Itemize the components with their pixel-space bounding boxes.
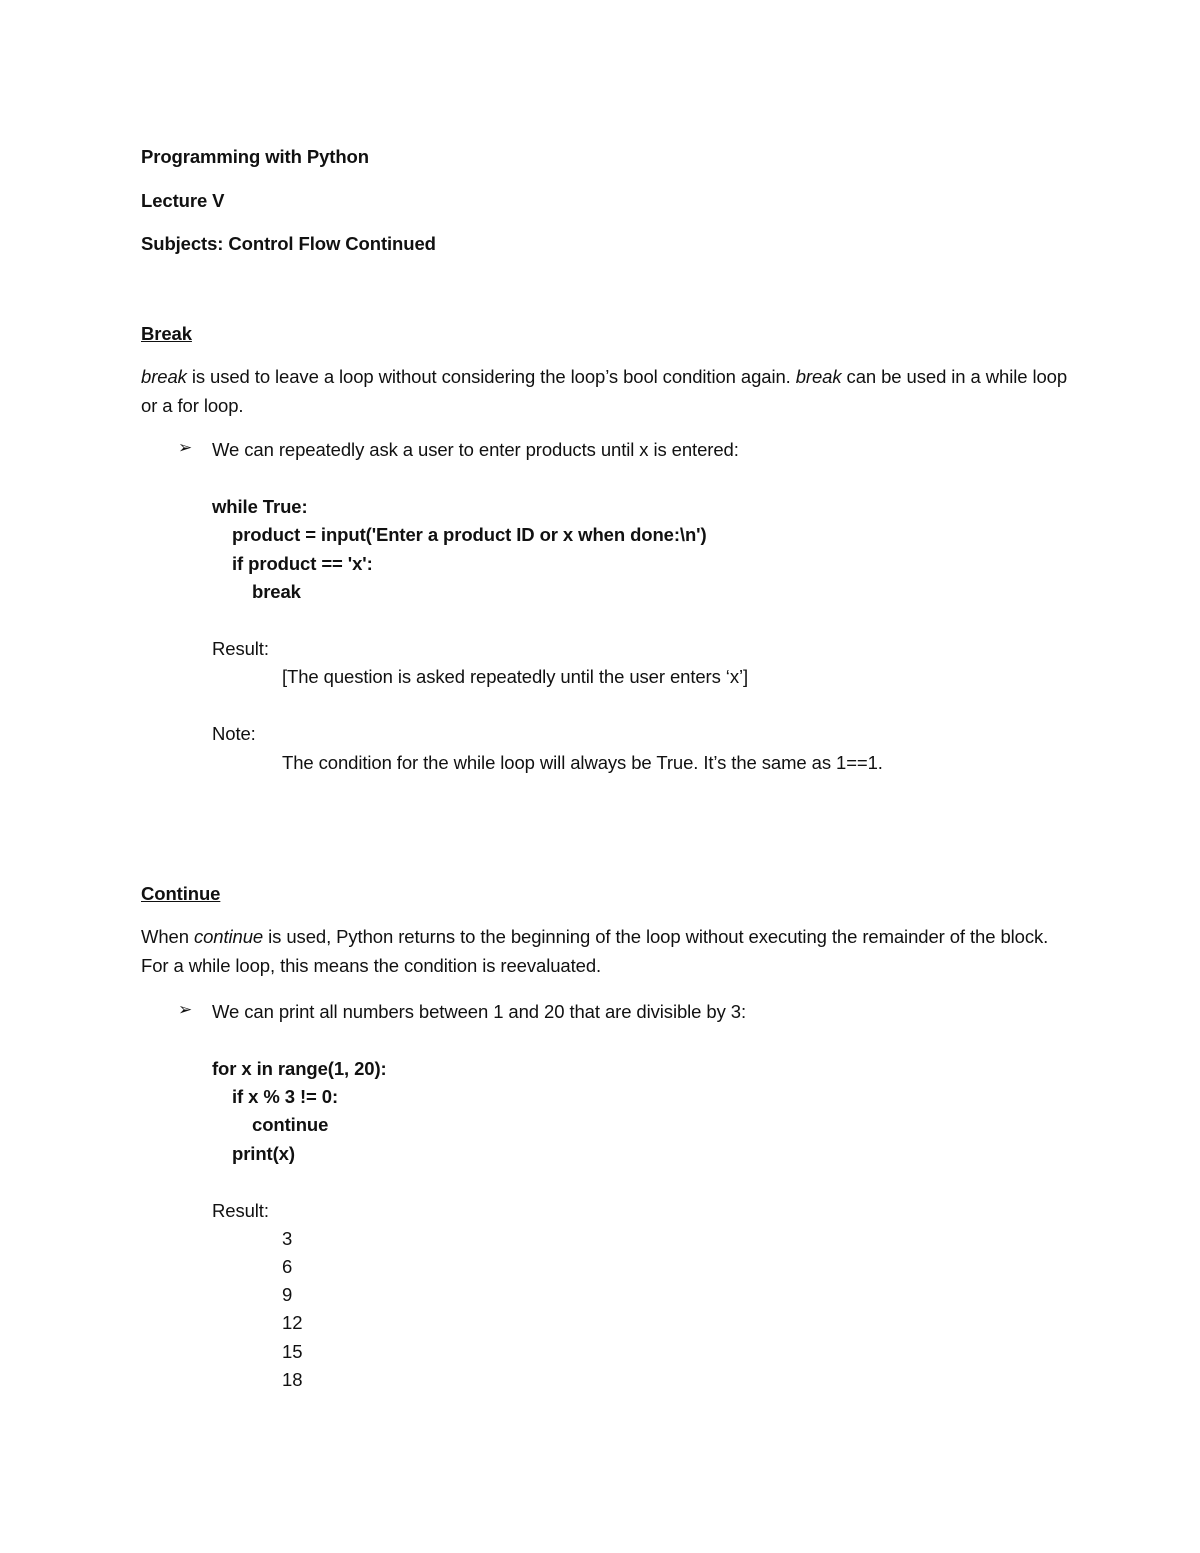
subjects-line: Subjects: Control Flow Continued [141,233,436,254]
result-value: 9 [282,1284,293,1305]
document-title: Programming with Python [141,146,369,167]
arrow-bullet-icon: ➢ [178,438,193,458]
continue-code-line-4: print(x) [232,1143,295,1164]
continue-example-description: We can print all numbers between 1 and 20 that are divisible by 3: [212,1001,746,1022]
break-code-line-2: product = input('Enter a product ID or x when done:\n') [232,524,707,545]
result-value: 12 [282,1312,303,1333]
break-keyword-2: break [795,366,842,387]
result-value: 18 [282,1369,303,1390]
break-code-line-1: while True: [212,496,308,517]
continue-code-line-2: if x % 3 != 0: [232,1086,339,1107]
break-intro-mid: is used to leave a loop without considering the loop’s bool condition again. [186,366,796,387]
break-keyword: break [141,366,187,387]
continue-result-label: Result: [212,1200,269,1221]
break-note-text: The condition for the while loop will always be True. It’s the same as 1==1. [282,752,883,773]
continue-code-line-1: for x in range(1, 20): [212,1058,387,1079]
break-code-line-4: break [252,581,301,602]
break-code-line-3: if product == 'x': [232,553,373,574]
result-value: 3 [282,1228,293,1249]
continue-heading: Continue [141,883,221,904]
continue-code-line-3: continue [252,1114,329,1135]
continue-intro-end: is used, Python returns to the beginning of the loop without executing the remainder of the block. For a while loop, this means the condition is reevaluated. [141,926,1049,976]
continue-intro-paragraph [141,922,1071,980]
continue-keyword: continue [193,926,264,947]
break-intro-paragraph [141,362,1071,420]
break-example-description: We can repeatedly ask a user to enter products until x is entered: [212,439,739,460]
continue-intro-start: When [141,926,194,947]
result-value: 6 [282,1256,293,1277]
break-note-label: Note: [212,723,256,744]
result-value: 15 [282,1341,303,1362]
arrow-bullet-icon: ➢ [178,1000,193,1020]
break-result-label: Result: [212,638,269,659]
break-result-text: [The question is asked repeatedly until the user enters ‘x’] [282,666,749,687]
break-heading: Break [141,323,192,344]
break-intro-end: can be used in a while loop or a for loop. [141,366,1068,416]
lecture-number: Lecture V [141,190,225,211]
